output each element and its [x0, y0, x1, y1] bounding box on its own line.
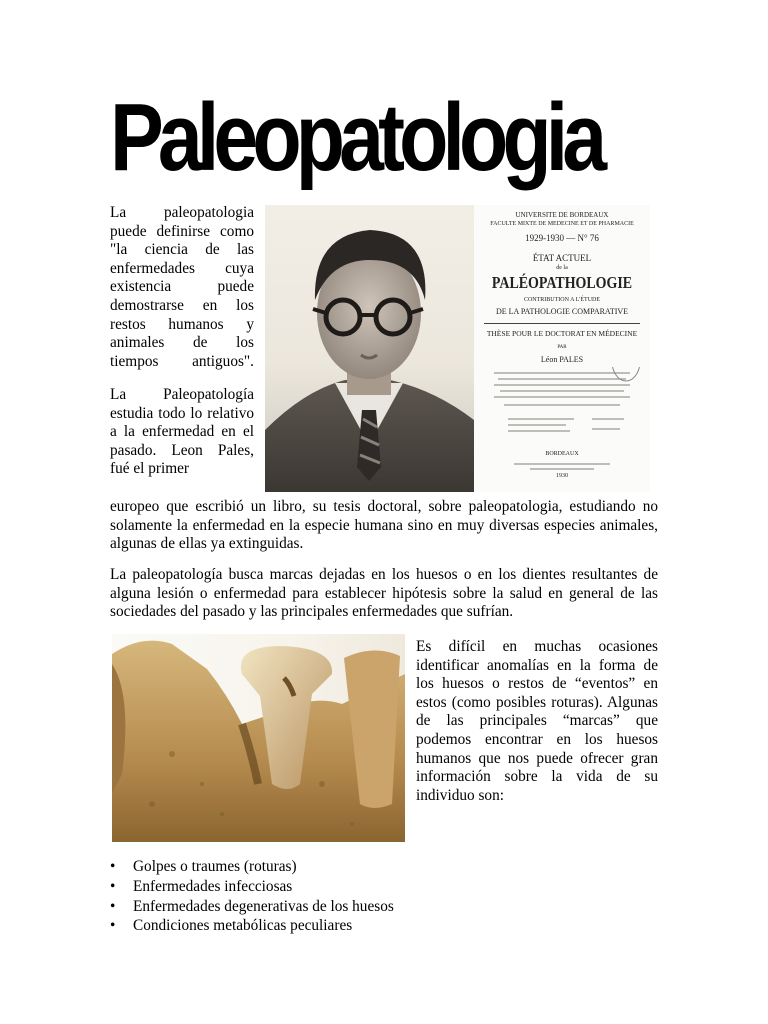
- thesis-faculty: FACULTE MIXTE DE MEDECINE ET DE PHARMACIE: [490, 221, 634, 227]
- list-item: • Enfermedades degenerativas de los huesos: [110, 897, 670, 917]
- thesis-rule: [484, 323, 640, 324]
- thesis-year: 1930: [556, 473, 568, 479]
- thesis-par: PAR: [557, 345, 567, 350]
- thesis-main-title: PALÉOPATHOLOGIE: [491, 273, 633, 292]
- thesis-doctorat: THÈSE POUR LE DOCTORAT EN MÉDECINE: [486, 329, 638, 338]
- thesis-year-number: 1929-1930 — N° 76: [525, 233, 599, 243]
- thesis-small-print: [474, 367, 650, 437]
- intro-paragraph: La paleopatologia puede definirse como "la ciencia de las enfermedades cuya existencia puede demostrarse en los restos humanos y animales de los tiempos antiguos".: [110, 204, 254, 370]
- marks-paragraph: Es difícil en muchas ocasiones identificar anomalías en la forma de los huesos o restos de “eventos” en estos (como posibles roturas). Algunas de las principales “marcas” que podemos encontrar en los huesos humanos que nos puede ofrecer gran información sobre la vida de su individuo son:: [416, 638, 658, 804]
- jawbone-tooth-photo: [112, 634, 405, 842]
- thesis-etat: ÉTAT ACTUEL: [532, 253, 592, 263]
- paleopathology-paragraph-start: La Paleopatología estudia todo lo relativo a la enfermedad en el pasado. Leon Pales, fué el primer: [110, 386, 254, 478]
- thesis-imprint: [474, 461, 650, 471]
- thesis-city: BORDEAUX: [545, 451, 579, 457]
- marks-list: [110, 857, 670, 936]
- thesis-cover-image: [474, 205, 650, 492]
- list-item: • Condiciones metabólicas peculiares: [110, 916, 670, 936]
- leon-pales-portrait: [265, 205, 474, 492]
- list-item: • Golpes o traumes (roturas): [110, 857, 670, 877]
- thesis-contribution: CONTRIBUTION A L'ÉTUDE: [523, 297, 601, 303]
- paleopathology-paragraph-end: europeo que escribió un libro, su tesis doctoral, sobre paleopatologia, estudiando no solamente la enfermedad en la especie humana sino en muy diversas especies animales, algunas de ellas ya extinguidas.: [110, 498, 658, 553]
- thesis-de-la: de la: [556, 265, 568, 271]
- thesis-subtitle: DE LA PATHOLOGIE COMPARATIVE: [495, 307, 629, 316]
- list-item: • Enfermedades infecciosas: [110, 877, 670, 897]
- jawbone-illustration: [112, 634, 405, 842]
- page-title: Paleopatologia: [110, 84, 602, 191]
- thesis-author: Léon PALES: [540, 355, 584, 364]
- bone-marks-paragraph: La paleopatología busca marcas dejadas en los huesos o en los dientes resultantes de alguna lesión o enfermedad para establecer hipótesis sobre la salud en general de las sociedades del pasado y las principales enfermedades que sufrían.: [110, 566, 658, 621]
- thesis-university: UNIVERSITE DE BORDEAUX: [515, 211, 609, 219]
- portrait-illustration: [265, 205, 474, 492]
